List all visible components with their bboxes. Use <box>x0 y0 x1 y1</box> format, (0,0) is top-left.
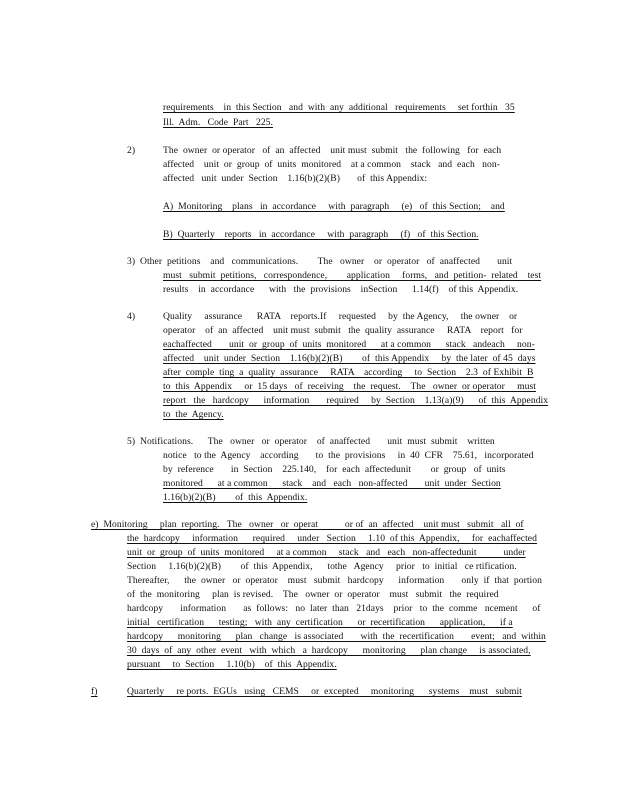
text-line: requirements in this Section and with any additional requirements set forthin 35 <box>163 102 515 113</box>
text-line: 30 days of any other event with which a hardcopy monitoring plan change is associated, <box>127 645 531 656</box>
text-line: 5) Notifications. The owner or operator of anaffected unit must submit written <box>127 436 495 447</box>
text-line: to this Appendix or 15 days of receiving the request. The owner or operator must <box>163 381 536 392</box>
text-line: Quarterly re ports. EGUs using CEMS or excepted monitoring systems must submit <box>127 686 522 697</box>
text-line: affected unit or group of units monitored at a common stack and each non- <box>163 159 500 170</box>
text-line: hardcopy information as follows: no later than 21days prior to the comme ncement of <box>127 603 541 614</box>
text-line: affected unit under Section 1.16(b)(2)(B) of this Appendix by the later of 45 days <box>163 353 536 364</box>
text-line: monitored at a common stack and each non-affected unit under Section <box>163 478 501 489</box>
text-line: the hardcopy information required under Section 1.10 of this Appendix, for eachaffected <box>127 533 537 544</box>
text-line: Thereafter, the owner or operator must submit hardcopy information only if that portion <box>127 575 542 586</box>
text-line: 3) Other petitions and communications. The owner or operator of anaffected unit <box>127 256 513 267</box>
text-line: pursuant to Section 1.10(b) of this Appendix. <box>127 659 337 670</box>
item-number: 4) <box>127 311 136 322</box>
item-number: 2) <box>127 145 136 156</box>
text-line: by reference in Section 225.140, for each affectedunit or group of units <box>163 464 506 475</box>
text-line: Quality assurance RATA reports.If requested by the Agency, the owner or <box>163 311 518 322</box>
text-line: Section 1.16(b)(2)(B) of this Appendix, tothe Agency prior to initial ce rtification. <box>127 561 517 572</box>
list-item: B) Quarterly reports in accordance with paragraph (f) of this Section. <box>163 229 479 240</box>
text-line: report the hardcopy information required by Section 1.13(a)(9) of this Appendix <box>163 395 549 406</box>
text-line: The owner or operator of an affected unit must submit the following for each <box>163 145 502 156</box>
text-line: unit or group of units monitored at a common stack and each non-affectedunit under <box>127 547 526 558</box>
text-line: operator of an affected unit must submit the quality assurance RATA report for <box>163 325 523 336</box>
text-line: eachaffected unit or group of units monitored at a common stack andeach non- <box>163 339 535 350</box>
text-line: initial certification testing; with any certification or recertification application, if a <box>127 617 513 628</box>
text-line: results in accordance with the provisions inSection 1.14(f) of this Appendix. <box>163 284 519 295</box>
text-line: hardcopy monitoring plan change is associated with the recertification event; and within <box>127 631 546 642</box>
list-item: A) Monitoring plans in accordance with paragraph (e) of this Section; and <box>163 201 505 212</box>
text-line: Ill. Adm. Code Part 225. <box>163 117 273 128</box>
text-line: to the Agency. <box>163 409 224 420</box>
text-line: after comple ting a quality assurance RATA according to Section 2.3 of Exhibit B <box>163 367 534 378</box>
text-line: e) Monitoring plan reporting. The owner or operat or of an affected unit must submit all of <box>91 519 524 530</box>
item-number: f) <box>91 686 98 697</box>
text-line: affected unit under Section 1.16(b)(2)(B) of this Appendix: <box>163 173 428 184</box>
text-line: must submit petitions, correspondence, application forms, and petition- related test <box>163 270 542 281</box>
text-line: notice to the Agency according to the provisions in 40 CFR 75.61, incorporated <box>163 450 534 461</box>
text-line: 1.16(b)(2)(B) of this Appendix. <box>163 492 308 503</box>
text-line: of the monitoring plan is revised. The owner or operator must submit the required <box>127 589 499 600</box>
